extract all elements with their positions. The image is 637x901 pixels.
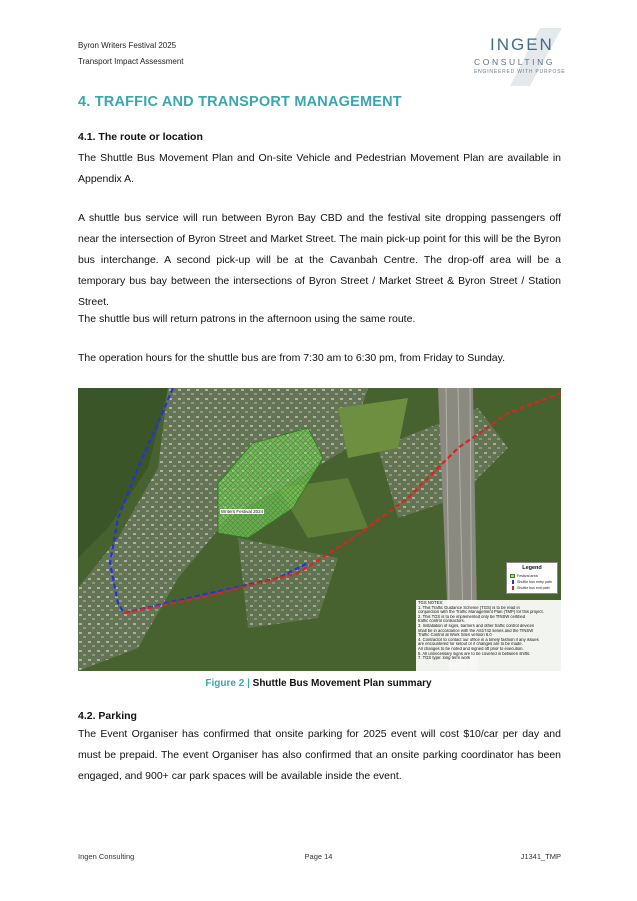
tgs-note-line: TGS NOTES: xyxy=(418,601,444,605)
footer-page-number: Page 14 xyxy=(304,852,333,861)
company-logo xyxy=(470,26,570,88)
header-document-title: Byron Writers Festival 2025 xyxy=(78,41,177,50)
legend-item-exit-path xyxy=(510,585,554,591)
entry-path-marker-icon xyxy=(512,580,514,584)
legend-label: Shuttle bus exit path xyxy=(517,586,550,590)
tgs-notes-box xyxy=(416,600,561,671)
figure-caption xyxy=(0,678,637,689)
festival-site-label: Writers Festival 2024 xyxy=(221,509,264,514)
footer-company: Ingen Consulting xyxy=(78,852,135,861)
logo-subtitle: CONSULTING xyxy=(474,57,556,67)
exit-path-marker-icon xyxy=(512,586,514,590)
tgs-note-line: traffic control contractors. xyxy=(418,619,465,624)
map-legend xyxy=(506,562,558,594)
tgs-note-line: 1. This Traffic Guidance Scheme (TGS) is to be read in xyxy=(418,605,520,610)
paragraph-return: The shuttle bus will return patrons in the afternoon using the same route. xyxy=(78,313,416,325)
subsection-heading-parking: 4.2. Parking xyxy=(78,710,137,722)
tgs-note-line: 2. This TGS is to be implemented only be TfNSW certified xyxy=(418,614,526,619)
paragraph-shuttle-service: A shuttle bus service will run between Byron Bay CBD and the festival site dropping passengers off near the intersection of Byron Street and Market Street. The main pick-up point for this will be the Byron bus interchange. A second pick-up will be at the Cavanbah Centre. The drop-off area will be a temporary bus bay between the intersections of Byron Street / Market Street & Byron Street / Station Street. xyxy=(78,212,561,308)
tgs-note-line: 5. All unnecessary signs are to be covered in between shifts. xyxy=(418,651,531,656)
tgs-note-line: 3. Installation of signs, barriers and other traffic control devices xyxy=(418,623,535,628)
logo-wordmark: INGEN xyxy=(490,35,554,54)
footer-job-number: J1341_TMP xyxy=(520,852,561,861)
header-document-subtitle: Transport Impact Assessment xyxy=(78,57,184,66)
legend-title: Legend xyxy=(522,565,542,571)
paragraph-appendix: The Shuttle Bus Movement Plan and On-site Vehicle and Pedestrian Movement Plan are available in Appendix A. xyxy=(78,152,561,185)
shuttle-bus-map xyxy=(78,388,561,671)
section-heading: 4. TRAFFIC AND TRANSPORT MANAGEMENT xyxy=(78,94,402,110)
figure-caption-text: Shuttle Bus Movement Plan summary xyxy=(252,678,432,689)
tgs-note-line: are encountered for setout or if changes are to be made. xyxy=(418,642,523,647)
tgs-note-line: 4. Contractor to contact our office in a timely fashion if any issues xyxy=(418,637,539,642)
festival-area-swatch-icon xyxy=(510,574,515,578)
tgs-note-line: 7. TGS type: long term work xyxy=(418,656,471,661)
figure-number: Figure 2 | xyxy=(205,678,253,689)
tgs-note-line: shall be in accordance with the AS1742 series and the TfNSW xyxy=(418,628,534,633)
paragraph-parking: The Event Organiser has confirmed that onsite parking for 2025 event will cost $10/car per day and must be prepaid. The event Organiser has also confirmed that an onsite parking coordinator has been engaged, and 900+ car park spaces will be available inside the event. xyxy=(78,728,561,782)
logo-tagline: ENGINEERED WITH PURPOSE xyxy=(474,69,566,75)
subsection-heading-route: 4.1. The route or location xyxy=(78,131,203,143)
tgs-note-line: All changes to be noted and signed off prior to execution. xyxy=(418,646,524,651)
legend-label: Festival area xyxy=(517,574,538,578)
tgs-note-line: conjunction with the Traffic Management Plan (TMP) for this project. xyxy=(418,610,544,615)
paragraph-hours: The operation hours for the shuttle bus are from 7:30 am to 6:30 pm, from Friday to Sunday. xyxy=(78,352,506,364)
legend-label: Shuttle bus entry path xyxy=(517,580,552,584)
tgs-note-line: Traffic Control at Work Sites version 6.0 xyxy=(418,633,492,638)
